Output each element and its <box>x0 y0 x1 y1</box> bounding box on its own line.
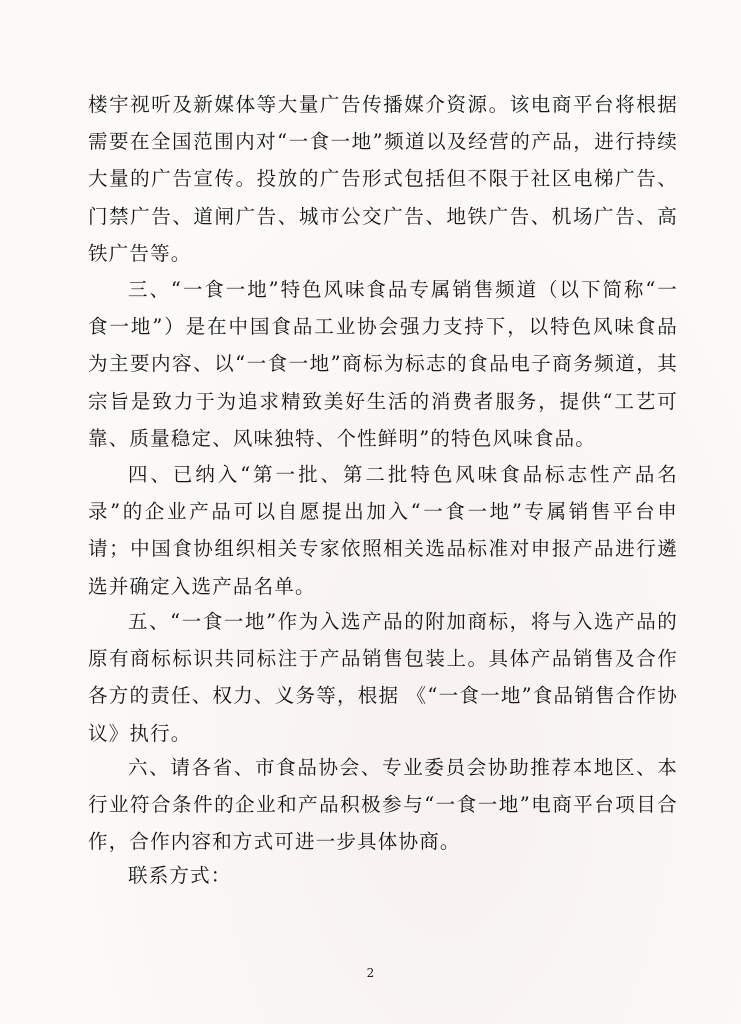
paragraph-section-four: 四、已纳入“第一批、第二批特色风味食品标志性产品名录”的企业产品可以自愿提出加入“一食一地”专属销售平台申请；中国食协组织相关专家依照相关选品标准对申报产品进行遴选并确定入选产品名单。 <box>88 463 678 598</box>
page-number: 2 <box>366 966 375 980</box>
paragraph-advertising: 楼宇视听及新媒体等大量广告传播媒介资源。该电商平台将根据需要在全国范围内对“一食一地”频道以及经营的产品，进行持续大量的广告宣传。投放的广告形式包括但不限于社区电梯广告、门禁广告、道闸广告、城市公交广告、地铁广告、机场广告、高铁广告等。 <box>88 93 678 265</box>
paragraph-section-three: 三、“一食一地”特色风味食品专属销售频道（以下简称“一食一地”）是在中国食品工业协会强力支持下，以特色风味食品为主要内容、以“一食一地”商标为标志的食品电子商务频道，其宗旨是致力于为追求精致美好生活的消费者服务，提供“工艺可靠、质量稳定、风味独特、个性鲜明”的特色风味食品。 <box>88 278 678 450</box>
paragraph-section-six: 六、请各省、市食品协会、专业委员会协助推荐本地区、本行业符合条件的企业和产品积极参与“一食一地”电商平台项目合作，合作内容和方式可进一步具体协商。 <box>88 756 678 854</box>
paragraph-section-five: 五、“一食一地”作为入选产品的附加商标，将与入选产品的原有商标标识共同标注于产品销售包装上。具体产品销售及合作各方的责任、权力、义务等，根据 《“一食一地”食品销售合作协议》执行。 <box>88 610 678 745</box>
contact-heading: 联系方式： <box>128 864 232 887</box>
